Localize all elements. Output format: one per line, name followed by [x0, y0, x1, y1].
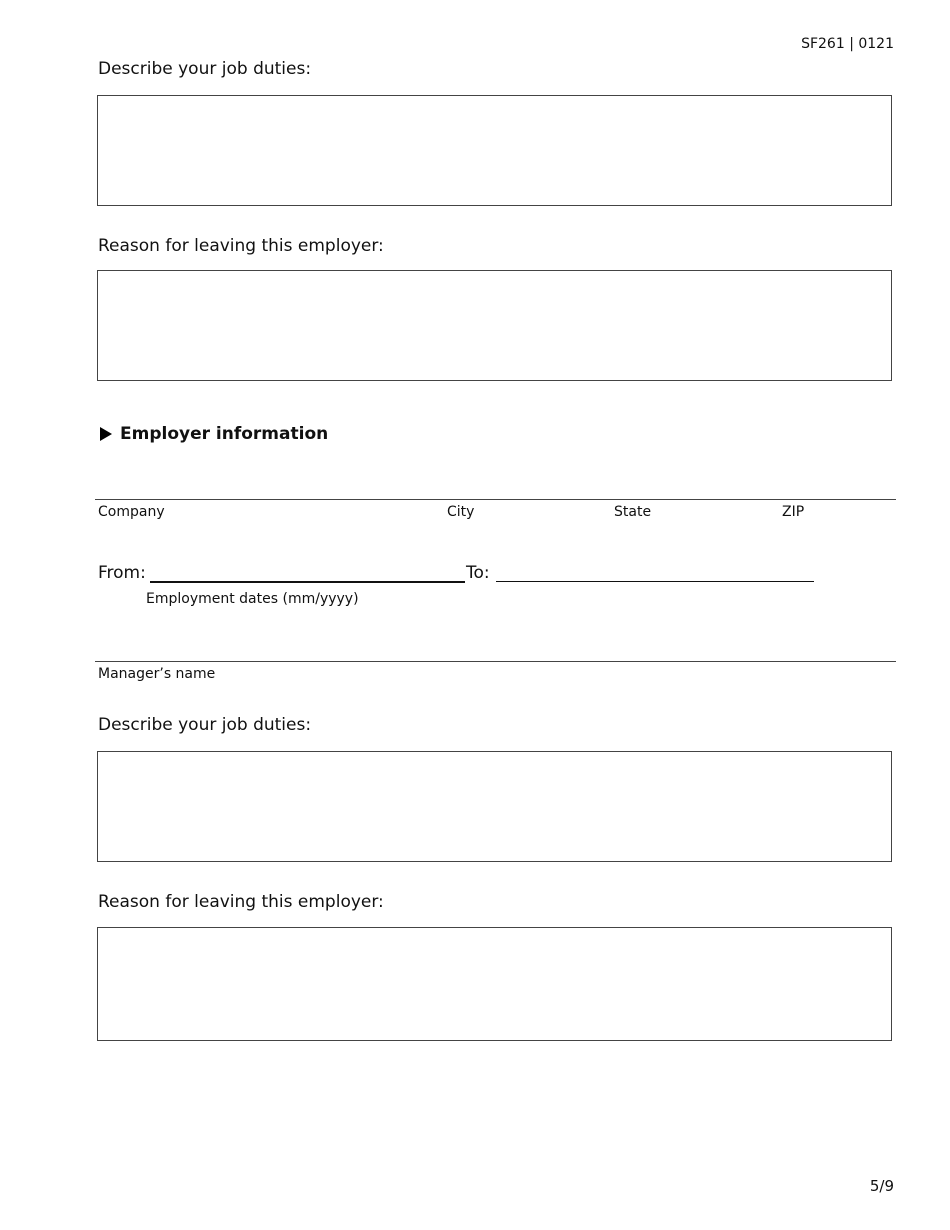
from-label: From: [98, 563, 146, 583]
page-number: 5/9 [869, 1177, 894, 1195]
company-address-field-line[interactable] [95, 499, 896, 500]
reason-leaving-label-1: Reason for leaving this employer: [98, 236, 384, 256]
employer-information-title: Employer information [120, 424, 329, 444]
from-date-field[interactable] [150, 581, 465, 583]
employer-information-heading [100, 424, 328, 444]
job-duties-label-2: Describe your job duties: [98, 715, 312, 735]
employment-dates-hint: Employment dates (mm/yyyy) [146, 591, 359, 607]
manager-name-label: Manager’s name [98, 666, 216, 682]
to-date-field[interactable] [496, 581, 814, 582]
reason-leaving-input-1[interactable] [97, 270, 892, 381]
reason-leaving-input-2[interactable] [97, 927, 892, 1041]
triangle-bullet-icon [100, 427, 112, 441]
city-label: City [447, 504, 475, 520]
job-duties-input-2[interactable] [97, 751, 892, 862]
zip-label: ZIP [782, 504, 805, 520]
to-label: To: [466, 563, 490, 583]
job-duties-label-1: Describe your job duties: [98, 59, 312, 79]
company-label: Company [98, 504, 165, 520]
job-duties-input-1[interactable] [97, 95, 892, 206]
manager-name-field-line[interactable] [95, 661, 896, 662]
reason-leaving-label-2: Reason for leaving this employer: [98, 892, 384, 912]
state-label: State [614, 504, 652, 520]
form-code: SF261 | 0121 [801, 36, 894, 52]
